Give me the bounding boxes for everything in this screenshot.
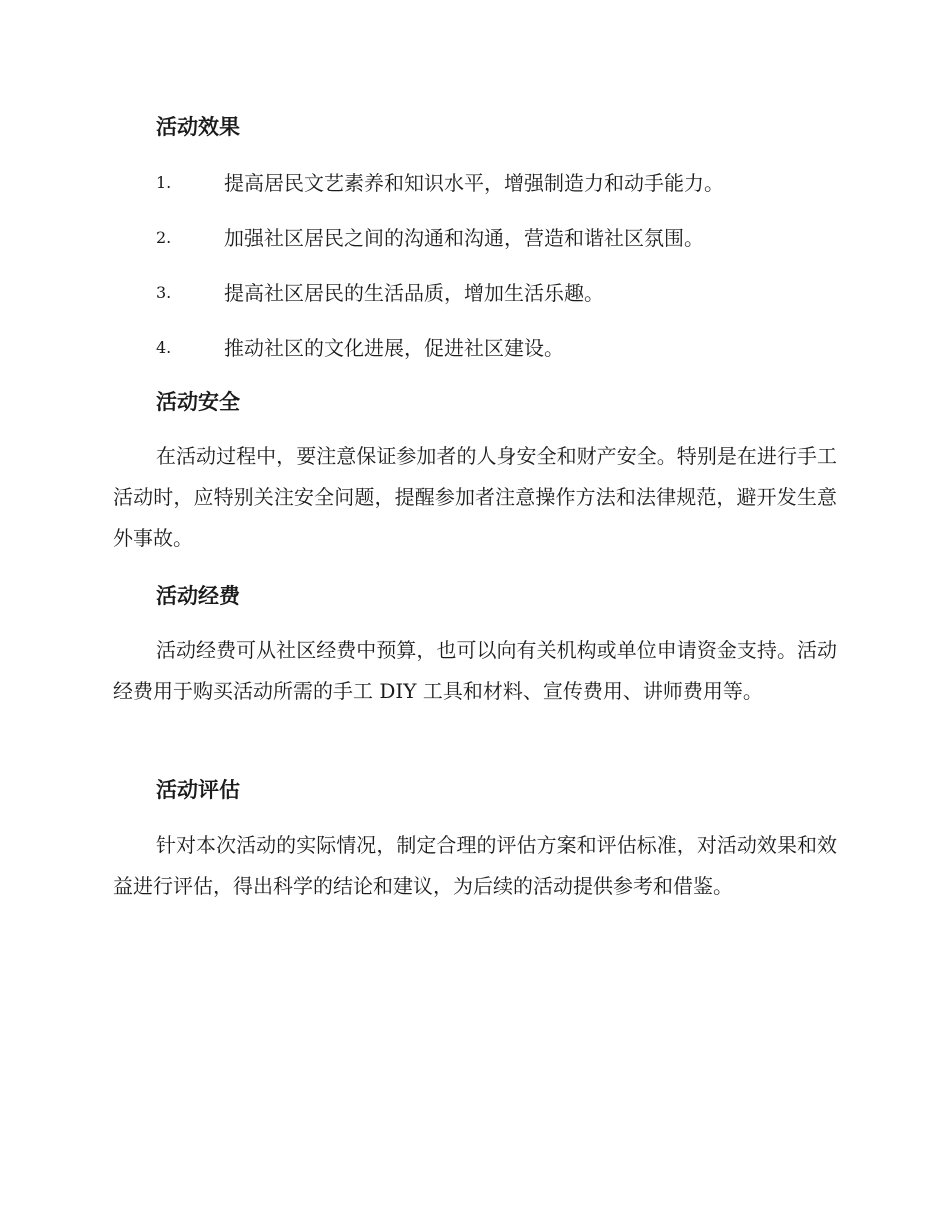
list-number: 4. — [156, 338, 172, 357]
list-text: 推动社区的文化进展，促进社区建设。 — [224, 336, 564, 360]
list-number: 3. — [156, 283, 172, 302]
paragraph-safety: 在活动过程中，要注意保证参加者的人身安全和财产安全。特别是在进行手工活动时，应特别关注安全问题，提醒参加者注意操作方法和法律规范，避开发生意外事故。 — [113, 444, 837, 550]
section-heading-evaluation: 活动评估 — [156, 777, 240, 802]
list-text: 提高居民文艺素养和知识水平，增强制造力和动手能力。 — [224, 171, 724, 195]
section-heading-budget: 活动经费 — [156, 583, 240, 608]
paragraph-evaluation: 针对本次活动的实际情况，制定合理的评估方案和评估标准，对活动效果和效益进行评估，得出科学的结论和建议，为后续的活动提供参考和借鉴。 — [113, 833, 837, 898]
list-text: 加强社区居民之间的沟通和沟通，营造和谐社区氛围。 — [224, 226, 704, 250]
paragraph-budget: 活动经费可从社区经费中预算，也可以向有关机构或单位申请资金支持。活动经费用于购买活动所需的手工 DIY 工具和材料、宣传费用、讲师费用等。 — [113, 638, 837, 703]
list-number: 1. — [156, 173, 172, 192]
list-number: 2. — [156, 228, 172, 247]
section-heading-safety: 活动安全 — [156, 389, 240, 414]
list-text: 提高社区居民的生活品质，增加生活乐趣。 — [224, 281, 604, 305]
section-heading-effects: 活动效果 — [156, 114, 240, 139]
